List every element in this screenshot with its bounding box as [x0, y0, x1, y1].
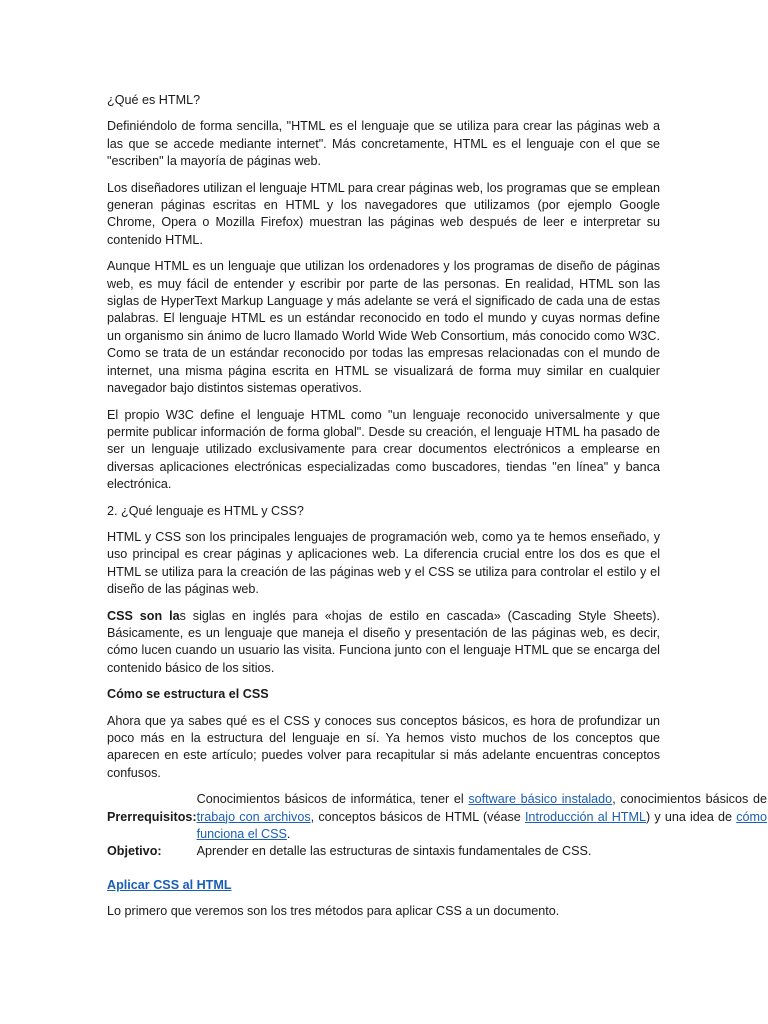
prerequisites-table [107, 791, 767, 861]
link-aplicar-css[interactable]: Aplicar CSS al HTML [107, 877, 232, 892]
paragraph-css-structure: Ahora que ya sabes qué es el CSS y conoces sus conceptos básicos, es hora de profundizar un poco más en la estructura del lenguaje en sí. Ya hemos visto muchos de los conceptos que aparecen en este artículo; puedes volver para recapitular si más adelante encuentras conceptos confusos. [107, 713, 660, 780]
css-definition-rest: s siglas en inglés para «hojas de estilo en cascada» (Cascading Style Sheets). Básicamente, es un lenguaje que maneja el diseño y presentación de las páginas web, es decir, cómo lucen cuando un usuario las visita. Funciona junto con el lenguaje HTML que se encarga del contenido básico de los sitios. [107, 608, 660, 675]
link-software-basico[interactable]: software básico instalado [468, 792, 613, 807]
prereq-text-5: . [286, 827, 291, 842]
paragraph-definition: Definiéndolo de forma sencilla, "HTML es el lenguaje que se utiliza para crear las páginas web a las que se accede mediante internet". Más concretamente, HTML es el lenguaje con el que se "escriben" la mayoría de páginas web. [107, 119, 660, 169]
objective-text: Aprender en detalle las estructuras de sintaxis fundamentales de CSS. [196, 844, 592, 859]
objective-row [107, 843, 767, 860]
link-como-funciona-css[interactable]: cómo funciona el CSS [196, 809, 767, 842]
prereq-text-2: , conocimientos básicos de [612, 792, 767, 807]
prerequisites-label: Prerrequisitos: [107, 809, 197, 824]
css-bold-lead: CSS son la [107, 608, 180, 623]
question-what-is-html: ¿Qué es HTML? [107, 93, 201, 107]
prereq-text-4: ) y una idea de [645, 809, 737, 824]
objective-label: Objetivo: [107, 844, 162, 859]
link-heading-container [107, 877, 660, 894]
paragraph-html-standard: Aunque HTML es un lenguaje que utilizan los ordenadores y los programas de diseño de páginas web, es muy fácil de entender y escribir por parte de las personas. En realidad, HTML son las siglas de HyperText Markup Language y más adelante se verá el significado de cada una de estas palabras. El lenguaje HTML es un estándar reconocido en todo el mundo y cuyas normas define un organismo sin ánimo de lucro llamado World Wide Web Consortium, más conocido como W3C. Como se trata de un estándar reconocido por todas las empresas relacionadas con el mundo de internet, una misma página escrita en HTML se visualizará de forma muy similar en cualquier navegador bajo distintos sistemas operativos. [107, 259, 660, 396]
prereq-text-1: Conocimientos básicos de informática, tener el [196, 792, 469, 807]
link-introduccion-html[interactable]: Introducción al HTML [524, 809, 646, 824]
paragraph-css-definition [107, 608, 660, 678]
section-heading-css-structure: Cómo se estructura el CSS [107, 687, 269, 702]
prerequisites-row [107, 791, 767, 843]
paragraph-three-methods: Lo primero que veremos son los tres métodos para aplicar CSS a un documento. [107, 904, 560, 919]
paragraph-w3c: El propio W3C define el lenguaje HTML como "un lenguaje reconocido universalmente y que permite publicar información de forma global". Desde su creación, el lenguaje HTML ha pasado de ser un lenguaje utilizado exclusivamente para crear documentos electrónicos a emplearse en diversas aplicaciones electrónicas especializadas como buscadores, tiendas "en línea" y banca electrónica. [107, 407, 660, 492]
prereq-text-3: , conceptos básicos de HTML (véase [310, 809, 525, 824]
question-html-and-css: 2. ¿Qué lenguaje es HTML y CSS? [107, 503, 304, 518]
prerequisites-text [197, 791, 767, 843]
link-trabajo-archivos[interactable]: trabajo con archivos [196, 809, 311, 824]
paragraph-html-css: HTML y CSS son los principales lenguajes de programación web, como ya te hemos enseñado, y uso principal es crear páginas y aplicaciones web. La diferencia crucial entre los dos es que el HTML se utiliza para la creación de las páginas web y el CSS se utiliza para controlar el estilo y el diseño de las páginas web. [107, 529, 660, 597]
paragraph-designers: Los diseñadores utilizan el lenguaje HTML para crear páginas web, los programas que se emplean generan páginas escritas en HTML y los navegadores que utilizamos (por ejemplo Google Chrome, Opera o Mozilla Firefox) muestran las páginas web después de leer e interpretar su contenido HTML. [107, 180, 660, 247]
